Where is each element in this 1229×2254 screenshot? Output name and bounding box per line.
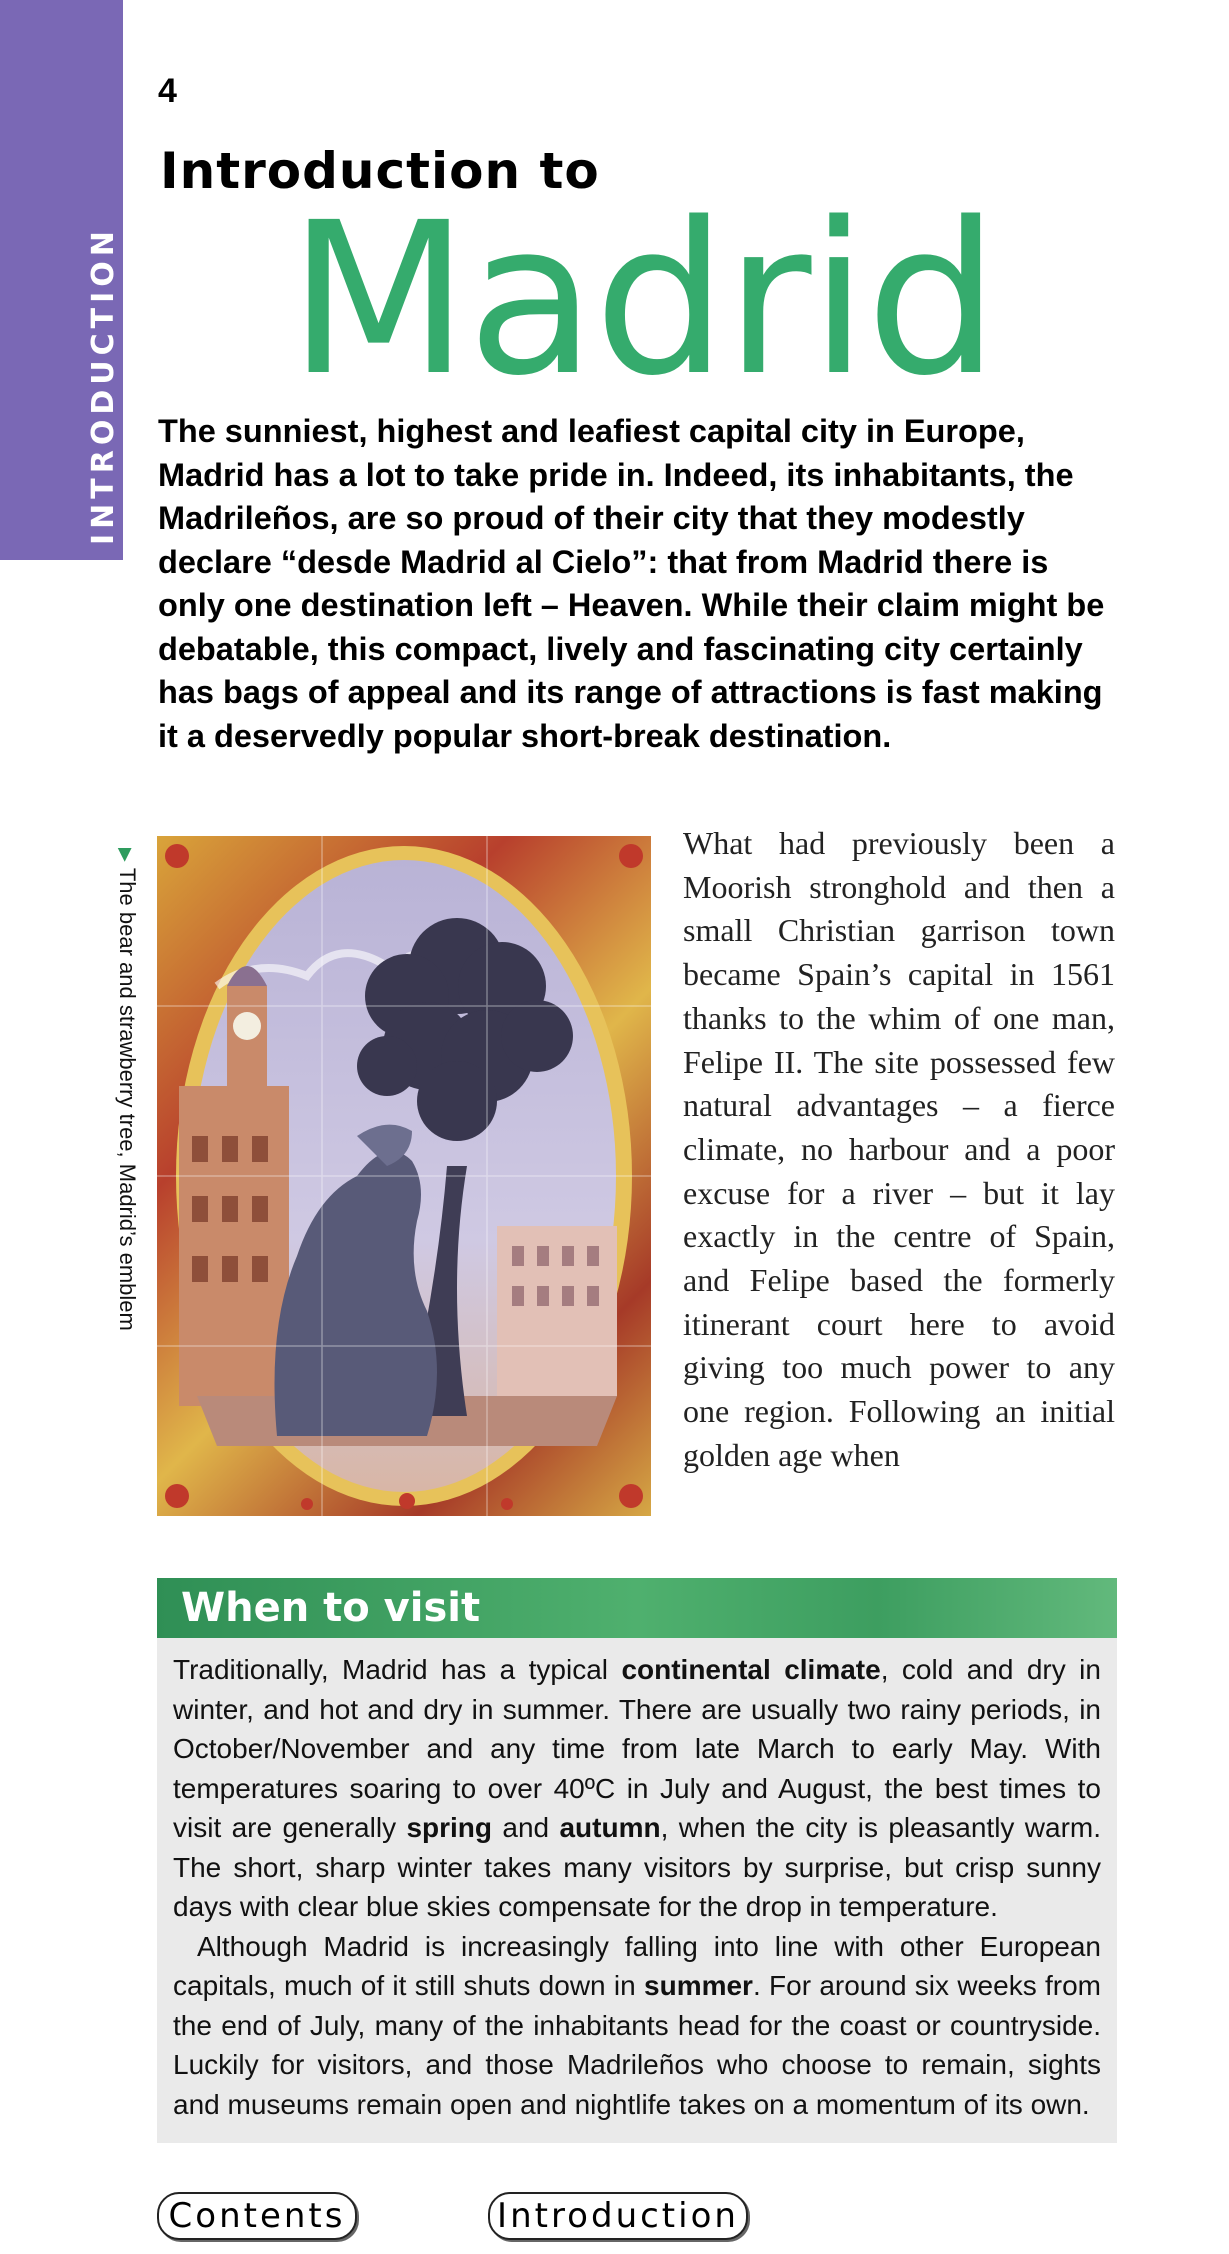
text-run: and (492, 1812, 560, 1843)
introduction-nav-button[interactable]: Introduction (488, 2192, 748, 2240)
heading-intro: Introduction to (160, 142, 600, 200)
bold-keyword: autumn (559, 1812, 661, 1843)
bold-keyword: spring (406, 1812, 493, 1843)
bear-statue-photo (157, 836, 651, 1516)
section-tab-label: INTRODUCTION (86, 226, 121, 545)
section-side-tab (0, 0, 123, 560)
photo-caption (114, 848, 140, 1331)
page-number: 4 (158, 72, 177, 110)
text-run: Traditionally, Madrid has a typical (173, 1654, 622, 1685)
when-to-visit-heading: When to visit (157, 1578, 1117, 1638)
when-to-visit-box (157, 1578, 1117, 2143)
lead-paragraph: The sunniest, highest and leafiest capital city in Europe, Madrid has a lot to take pride in. Indeed, its inhabitants, the Madrileños, are so proud of their city that they modestly declare “desde Madrid al Cielo”: that from Madrid there is only one destination left – Heaven. While their claim might be debatable, this compact, lively and fascinating city certainly has bags of appeal and its range of attractions is fast making it a deservedly popular short-break destination. (158, 413, 1105, 754)
contents-nav-button[interactable]: Contents (157, 2192, 357, 2240)
when-to-visit-paragraph-2 (173, 1927, 1101, 2125)
text-run: Although Madrid is increasingly falling into line with other European capitals, much of it still shuts down in (173, 1930, 1101, 2001)
bold-keyword: summer (644, 1970, 753, 2001)
when-to-visit-paragraph-1 (173, 1650, 1101, 1927)
bear-and-tree-tile-image (157, 836, 651, 1516)
when-to-visit-body (157, 1638, 1117, 2124)
body-column-text: What had previously been a Moorish stronghold and then a small Christian garrison town became Spain’s capital in 1561 thanks to the whim of one man, Felipe II. The site possessed few natural advantages – a fierce climate, no harbour and a poor excuse for a river – but it lay exactly in the centre of Spain, and Felipe based the formerly itinerant court here to avoid giving too much power to any one region. Following an initial golden age when (683, 825, 1115, 1473)
page-title: Madrid (288, 177, 998, 422)
text-run: . For around six weeks from the end of July, many of the inhabitants head for the coast or countryside. Luckily for visitors, and those Madrileños who choose to remain, sights and museums remain open and nightlife takes on a momentum of its own. (173, 1970, 1101, 2120)
caption-arrow-icon: ▶ (116, 848, 136, 862)
text-run: , when the city is pleasantly warm. The short, sharp winter takes many visitors by surprise, but crisp sunny days with clear blue skies compensate for the drop in temperature. (173, 1812, 1102, 1922)
bold-keyword: continental climate (621, 1654, 881, 1685)
text-run: , cold and dry in winter, and hot and dry in summer. There are usually two rainy periods, in October/November and any time from late March to early May. With temperatures soaring to over 40ºC in July and August, the best times to visit are generally (173, 1654, 1101, 1843)
photo-caption-text: The bear and strawberry tree, Madrid’s emblem (115, 867, 140, 1331)
